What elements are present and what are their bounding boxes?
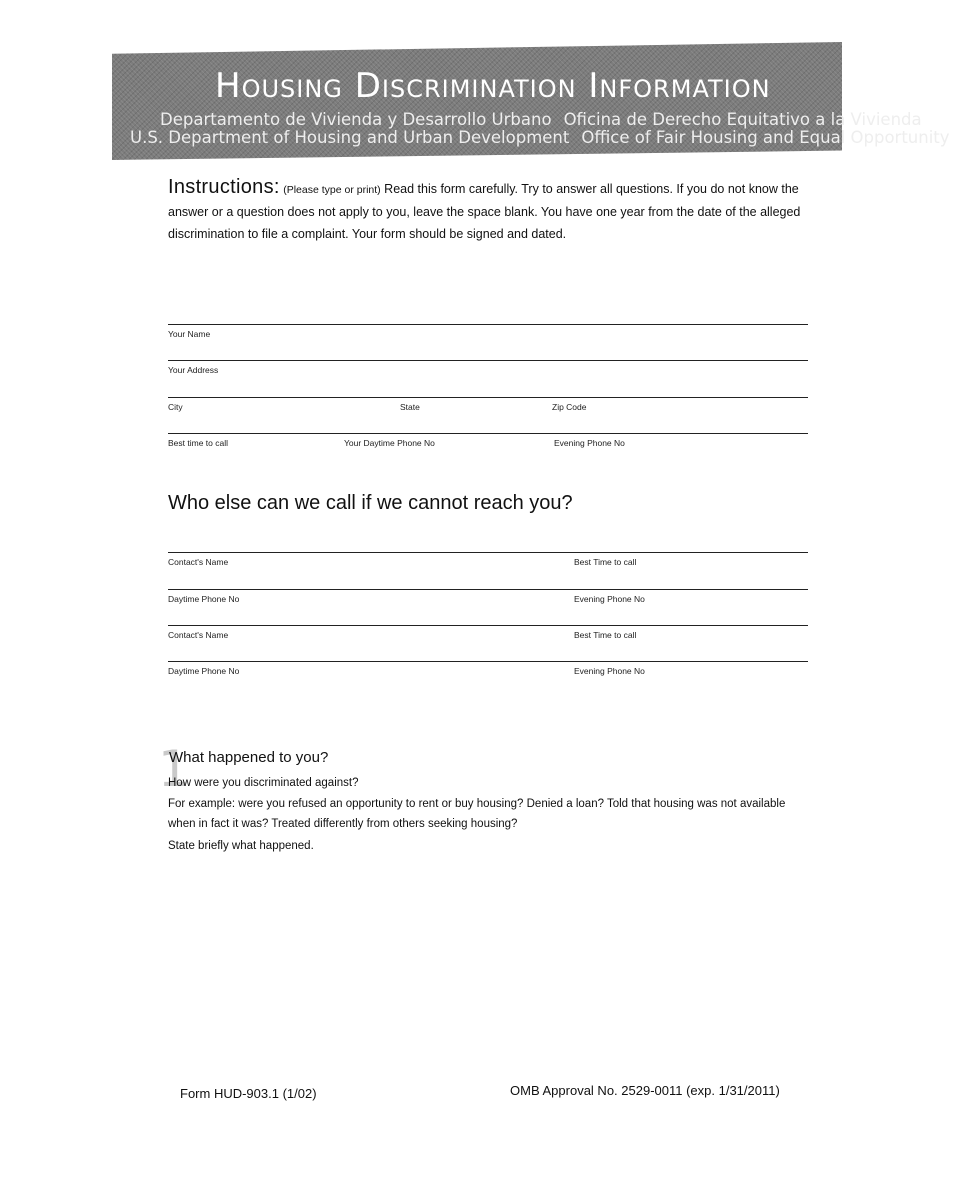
your-name-underline xyxy=(168,324,808,325)
your-address-label: Your Address xyxy=(168,365,219,375)
zip-code-underline xyxy=(552,397,808,398)
contact1-name-label: Contact's Name xyxy=(168,557,229,567)
contact2-daytime-phone-label: Daytime Phone No xyxy=(168,666,240,676)
discrimination-question: How were you discriminated against? xyxy=(168,777,359,789)
contact1-best-time-field[interactable] xyxy=(574,552,808,574)
contact2-evening-phone-label: Evening Phone No xyxy=(574,666,645,676)
example-questions: For example: were you refused an opportunity to rent or buy housing? Denied a loan? Told that housing was not available when in fact it was? Treated differently from others seeking housing? xyxy=(168,798,786,830)
state-label: State xyxy=(400,402,420,412)
daytime-phone-field[interactable] xyxy=(344,433,554,455)
contact2-name-label: Contact's Name xyxy=(168,630,229,640)
instructions-text: Read this form carefully. Try to answer all questions. If you do not know the answer or a question does not apply to you, leave the space blank. You have one year from the date of the alleged discrimination to file a complaint. Your form should be signed and dated. xyxy=(168,182,801,241)
contact2-name-underline xyxy=(168,625,574,626)
your-name-label: Your Name xyxy=(168,329,211,339)
form-title: Housing Discrimination Information xyxy=(215,66,771,106)
contact1-name-field[interactable] xyxy=(168,552,574,574)
your-address-field[interactable] xyxy=(168,360,808,382)
evening-phone-field[interactable] xyxy=(554,433,808,455)
best-time-to-call-underline xyxy=(168,433,344,434)
contact2-best-time-label: Best Time to call xyxy=(574,630,637,640)
zip-code-label: Zip Code xyxy=(552,402,587,412)
spanish-office-name: Oficina de Derecho Equitativo a la Vivienda xyxy=(563,110,922,129)
header-english-line xyxy=(130,128,950,147)
contact1-daytime-phone-underline xyxy=(168,589,574,590)
contact2-best-time-field[interactable] xyxy=(574,625,808,647)
contact1-daytime-phone-label: Daytime Phone No xyxy=(168,594,240,604)
state-briefly-instruction: State briefly what happened. xyxy=(168,840,314,852)
instructions-label: Instructions: xyxy=(168,176,280,198)
section-number: 1 xyxy=(158,740,190,798)
omb-approval: OMB Approval No. 2529-0011 (exp. 1/31/2011) xyxy=(510,1083,780,1098)
best-time-to-call-field[interactable] xyxy=(168,433,344,455)
your-name-field[interactable] xyxy=(168,324,808,346)
daytime-phone-underline xyxy=(344,433,554,434)
contact2-name-field[interactable] xyxy=(168,625,574,647)
zip-code-field[interactable] xyxy=(552,397,808,419)
english-office-name: Office of Fair Housing and Equal Opportunity xyxy=(581,128,950,147)
contact2-daytime-phone-field[interactable] xyxy=(168,661,574,683)
english-department-name: U.S. Department of Housing and Urban Development xyxy=(130,128,570,147)
city-underline xyxy=(168,397,398,398)
contact2-best-time-underline xyxy=(574,625,808,626)
contacts-heading: Who else can we call if we cannot reach you? xyxy=(168,492,573,514)
contact2-evening-phone-underline xyxy=(574,661,808,662)
city-label: City xyxy=(168,402,183,412)
instructions-type-print-note: (Please type or print) xyxy=(283,184,381,196)
contact1-name-underline xyxy=(168,552,574,553)
contact1-best-time-underline xyxy=(574,552,808,553)
city-field[interactable] xyxy=(168,397,398,419)
spanish-department-name: Departamento de Vivienda y Desarrollo Urbano xyxy=(160,110,552,129)
state-underline xyxy=(398,397,552,398)
contact1-daytime-phone-field[interactable] xyxy=(168,589,574,611)
header-spanish-line xyxy=(160,110,922,129)
contact1-evening-phone-label: Evening Phone No xyxy=(574,594,645,604)
contact1-best-time-label: Best Time to call xyxy=(574,557,637,567)
contact2-daytime-phone-underline xyxy=(168,661,574,662)
form-number: Form HUD-903.1 (1/02) xyxy=(180,1086,317,1101)
evening-phone-label: Evening Phone No xyxy=(554,438,625,448)
instructions-paragraph xyxy=(168,176,808,245)
daytime-phone-label: Your Daytime Phone No xyxy=(344,438,435,448)
contact1-evening-phone-field[interactable] xyxy=(574,589,808,611)
evening-phone-underline xyxy=(554,433,808,434)
best-time-to-call-label: Best time to call xyxy=(168,438,228,448)
contact1-evening-phone-underline xyxy=(574,589,808,590)
what-happened-heading: What happened to you? xyxy=(169,749,329,766)
contact2-evening-phone-field[interactable] xyxy=(574,661,808,683)
your-address-underline xyxy=(168,360,808,361)
state-field[interactable] xyxy=(398,397,552,419)
